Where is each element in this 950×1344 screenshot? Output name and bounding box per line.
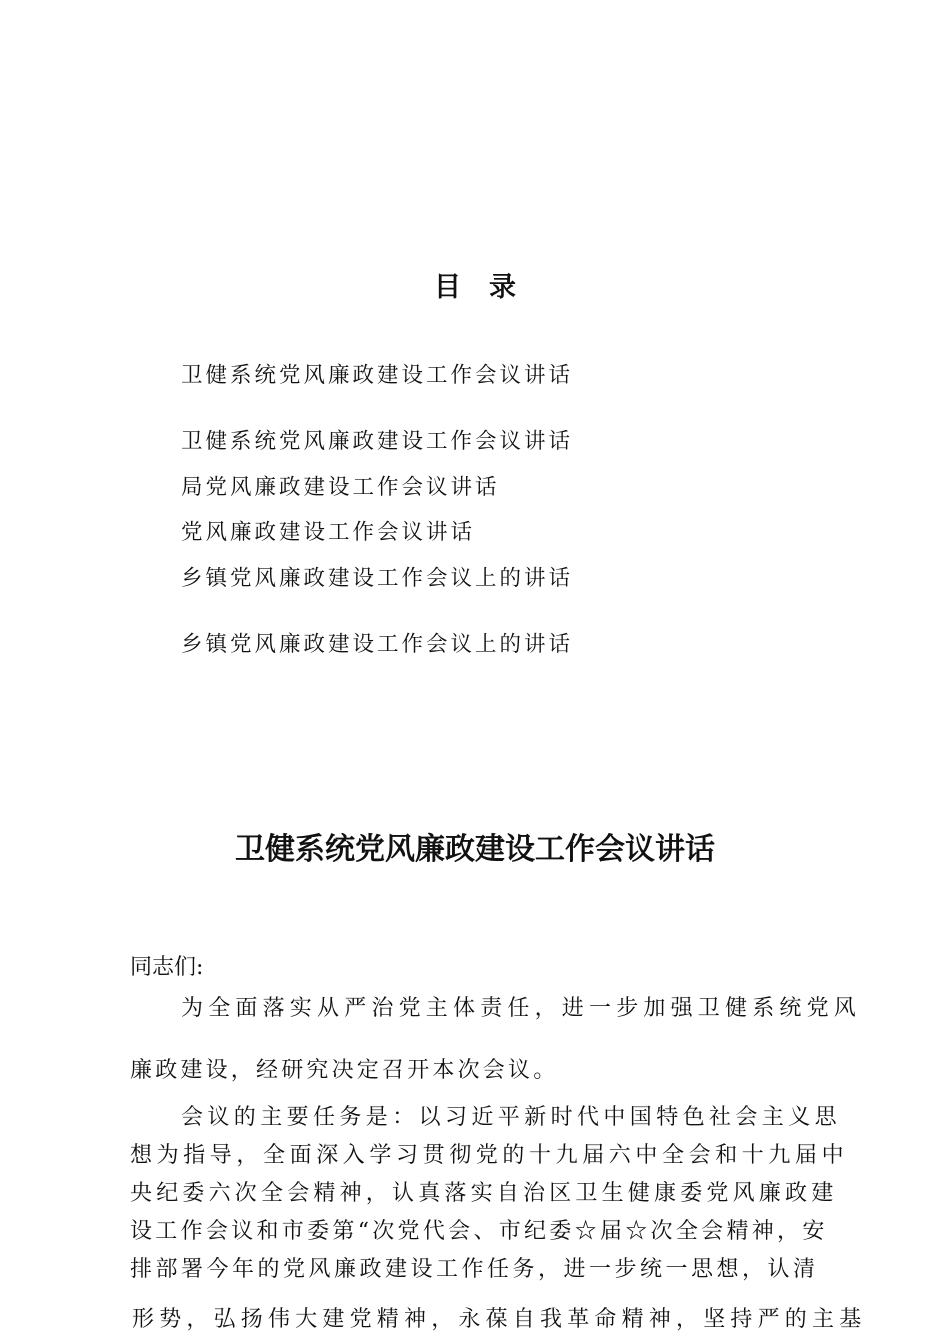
paragraph-line: 央纪委六次全会精神，认真落实自治区卫生健康委党风廉政建 <box>130 1181 838 1206</box>
toc-item[interactable]: 乡镇党风廉政建设工作会议上的讲话 <box>181 566 574 591</box>
toc-item[interactable]: 卫健系统党风廉政建设工作会议讲话 <box>181 363 574 388</box>
toc-item[interactable]: 局党风廉政建设工作会议讲话 <box>181 475 500 500</box>
paragraph-line: 设工作会议和市委第“次党代会、市纪委☆届☆次全会精神，安 <box>130 1219 828 1244</box>
toc-title: 目录 <box>434 272 544 303</box>
greeting: 同志们: <box>130 955 204 980</box>
document-title: 卫健系统党风廉政建设工作会议讲话 <box>235 832 715 867</box>
paragraph-line: 排部署今年的党风廉政建设工作任务，进一步统一思想，认清 <box>130 1257 819 1282</box>
toc-item[interactable]: 党风廉政建设工作会议讲话 <box>181 520 476 545</box>
paragraph-line: 形势，弘扬伟大建党精神，永葆自我革命精神，坚持严的主基 <box>132 1307 867 1332</box>
paragraph-line: 廉政建设，经研究决定召开本次会议。 <box>130 1058 559 1083</box>
paragraph-line: 想为指导，全面深入学习贯彻党的十九届六中全会和十九届中 <box>130 1143 849 1168</box>
toc-item[interactable]: 卫健系统党风廉政建设工作会议讲话 <box>181 429 574 454</box>
paragraph-line: 为全面落实从严治党主体责任，进一步加强卫健系统党风 <box>181 996 862 1021</box>
paragraph-line: 会议的主要任务是：以习近平新时代中国特色社会主义思 <box>181 1105 842 1130</box>
toc-item[interactable]: 乡镇党风廉政建设工作会议上的讲话 <box>181 632 574 657</box>
